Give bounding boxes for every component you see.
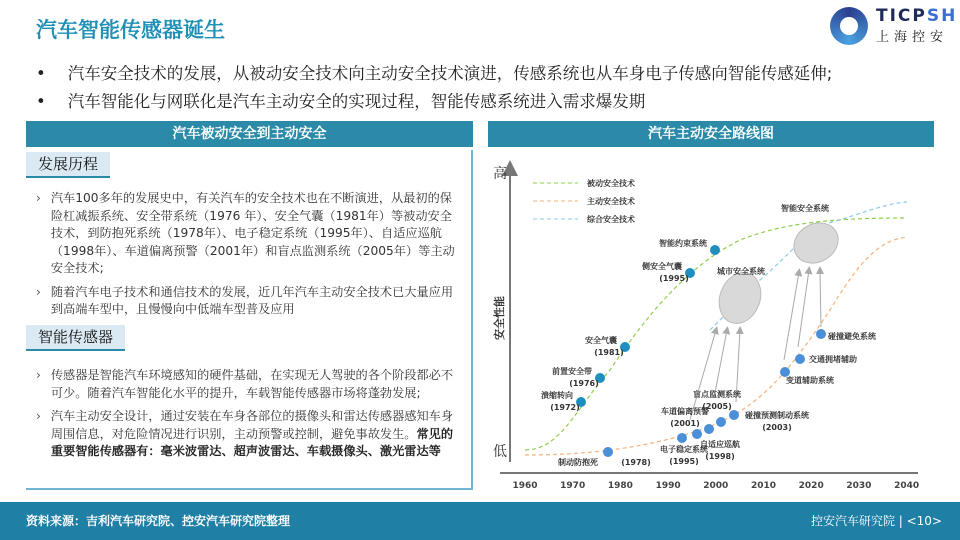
x-tick-label: 2030 bbox=[846, 481, 872, 491]
x-tick-label: 1980 bbox=[607, 481, 633, 491]
bullet-icon: • bbox=[36, 64, 46, 83]
footer bbox=[0, 502, 960, 540]
paragraph: 汽车主动安全设计，通过安装在车身各部位的摄像头和雷达传感器感知车身周围信息，对危险情况进行识别，主动预警或控制，避免事故发生。 bbox=[50, 409, 454, 441]
milestone-year: (2001) bbox=[670, 419, 700, 428]
milestone-label: 盲点监测系统 bbox=[693, 390, 741, 399]
milestone-label: 前置安全带 bbox=[552, 367, 592, 376]
milestone-label: 制动防抱死 bbox=[558, 458, 598, 467]
paragraph: 汽车100多年的发展史中，有关汽车的安全技术也在不断演进，从最初的保险杠减振系统、安全带系统（1976 年）、安全气囊（1981年）等被动安全技术，到防抱死系统（1978年）、电子稳定系统（1995年）、自适应巡航（1998年）、车道偏离预警（2001年）和盲点监测系统（2005年）等主动安全技术; bbox=[50, 191, 455, 275]
milestone-year: (1976) bbox=[569, 379, 599, 388]
chevron-right-icon: › bbox=[36, 409, 41, 423]
milestone-label: 安全气囊 bbox=[585, 336, 617, 345]
x-tick-label: 2040 bbox=[894, 481, 920, 491]
milestone-label: 碰撞避免系统 bbox=[828, 332, 876, 341]
milestone-label: 车道偏离预警 bbox=[661, 407, 709, 416]
x-tick-label: 2010 bbox=[750, 481, 777, 491]
milestone-label: 交通拥堵辅助 bbox=[809, 355, 857, 364]
paragraph: 传感器是智能汽车环境感知的硬件基础，在实现无人驾驶的各个阶段都必不可少。随着汽车智能化水平的提升，车载智能传感器市场将蓬勃发展; bbox=[50, 368, 454, 400]
right-panel-header: 汽车主动安全路线图 bbox=[488, 121, 934, 147]
logo-subtext: 上海控安 bbox=[876, 30, 949, 45]
chevron-right-icon: › bbox=[36, 191, 41, 205]
milestone-dot bbox=[692, 429, 702, 439]
milestone-year: (1995) bbox=[669, 457, 699, 466]
milestone-dot bbox=[677, 433, 687, 443]
legend-label: 综合安全技术 bbox=[587, 215, 635, 224]
cluster-ellipse bbox=[787, 215, 846, 271]
milestone-year: (1998) bbox=[705, 452, 735, 461]
y-high-label: 高 bbox=[493, 166, 507, 182]
milestone-label: 碰撞预测制动系统 bbox=[745, 411, 809, 420]
logo-text-accent: SH bbox=[926, 6, 958, 26]
bullet-text: 汽车智能化与网联化是汽车主动安全的实现过程，智能传感系统进入需求爆发期 bbox=[67, 92, 646, 111]
milestone-label: 变道辅助系统 bbox=[786, 376, 834, 385]
x-tick-label: 2020 bbox=[798, 481, 824, 491]
y-low-label: 低 bbox=[493, 444, 507, 460]
page-title: 汽车智能传感器诞生 bbox=[36, 18, 225, 42]
milestone-label: 溃缩转向 bbox=[541, 391, 573, 400]
x-tick-label: 1990 bbox=[655, 481, 681, 491]
x-tick-label: 1970 bbox=[560, 481, 586, 491]
milestone-dot bbox=[716, 417, 726, 427]
active-curve bbox=[525, 237, 907, 455]
legend-label: 被动安全技术 bbox=[587, 179, 635, 188]
cluster-label: 城市安全系统 bbox=[717, 267, 765, 276]
milestone-label: 侧安全气囊 bbox=[642, 262, 682, 271]
milestone-label: 智能约束系统 bbox=[659, 239, 707, 248]
paragraph-bold: 常见的重要智能传感器有：毫米波雷达、超声波雷达、车载摄像头、激光雷达等 bbox=[50, 426, 454, 458]
milestone-dot bbox=[816, 329, 826, 339]
x-tick-label: 2000 bbox=[703, 481, 729, 491]
milestone-dot bbox=[710, 245, 720, 255]
bullet-icon: • bbox=[36, 92, 46, 111]
milestone-label: 电子稳定系统 bbox=[660, 445, 708, 454]
cluster-label: 智能安全系统 bbox=[781, 204, 829, 213]
milestone-dot bbox=[603, 447, 613, 457]
paragraph: 随着汽车电子技术和通信技术的发展，近几年汽车主动安全技术已大量应用到高端车型中，且慢慢向中低端车型普及应用 bbox=[50, 284, 454, 316]
chevron-right-icon: › bbox=[36, 368, 41, 382]
chevron-right-icon: › bbox=[36, 284, 41, 299]
x-tick-label: 1960 bbox=[512, 481, 538, 491]
milestone-year: (2005) bbox=[702, 402, 732, 411]
section-title: 发展历程 bbox=[26, 152, 110, 178]
bullet-text: 汽车安全技术的发展，从被动安全技术向主动安全技术演进，传感系统也从车身电子传感向智能传感延伸; bbox=[67, 64, 833, 83]
milestone-year: (2003) bbox=[762, 423, 792, 432]
milestone-dot bbox=[729, 410, 739, 420]
milestone-year: (1972) bbox=[550, 403, 580, 412]
milestone-dot bbox=[795, 354, 805, 364]
milestone-label: 自适应巡航 bbox=[700, 440, 740, 449]
page-number: 控安汽车研究院 | <10> bbox=[810, 514, 942, 528]
milestone-year: (1981) bbox=[594, 348, 624, 357]
milestone-dot bbox=[704, 424, 714, 434]
logo-text: TICP bbox=[876, 6, 927, 26]
milestone-year: (1978) bbox=[621, 458, 651, 467]
milestone-year: (1995) bbox=[659, 274, 689, 283]
y-axis-label: 安全性能 bbox=[493, 296, 506, 340]
source-note: 资料来源：吉利汽车研究院、控安汽车研究院整理 bbox=[26, 514, 291, 528]
left-panel-header: 汽车被动安全到主动安全 bbox=[26, 121, 473, 147]
legend-label: 主动安全技术 bbox=[587, 197, 635, 206]
section-title: 智能传感器 bbox=[26, 325, 125, 351]
